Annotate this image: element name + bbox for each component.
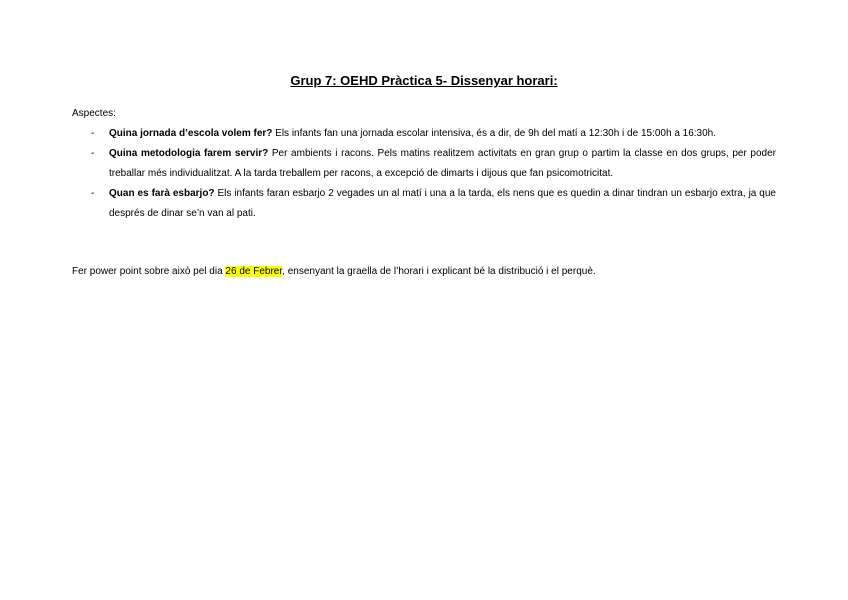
item-question: Quina jornada d’escola volem fer? [109, 128, 273, 139]
item-answer: Els infants fan una jornada escolar intensiva, és a dir, de 9h del matí a 12:30h i de 15:00h a 16:30h. [272, 128, 717, 139]
list-item [72, 144, 776, 184]
closing-text-before: Fer power point sobre això pel dia [72, 266, 226, 277]
closing-paragraph [72, 265, 792, 279]
bullet-dash: - [91, 188, 95, 199]
bullet-dash: - [91, 128, 95, 139]
closing-text-after: , ensenyant la graella de l’horari i explicant bé la distribució i el perquè. [282, 266, 596, 277]
item-question: Quina metodologia farem servir? [109, 148, 269, 159]
item-question: Quan es farà esbarjo? [109, 188, 215, 199]
list-item [72, 124, 776, 144]
page-title: Grup 7: OEHD Pràctica 5- Dissenyar horari: [290, 73, 558, 88]
item-answer: Per ambients i racons. Pels matins realitzem activitats en gran grup o partim la classe en dos grups, per poder treballar més individualitzat. A la tarda treballem per racons, a excepció de dimarts i dijous que fan psicomotricitat. [109, 148, 776, 179]
aspects-label: Aspectes: [72, 108, 116, 119]
highlighted-date: 26 de Febrer [225, 266, 283, 277]
aspects-list [72, 124, 776, 224]
item-answer: Els infants faran esbarjo 2 vegades un al matí i una a la tarda, els nens que es quedin a dinar tindran un esbarjo extra, ja que després de dinar se’n van al pati. [109, 188, 776, 219]
list-item [72, 184, 776, 224]
bullet-dash: - [91, 148, 95, 159]
